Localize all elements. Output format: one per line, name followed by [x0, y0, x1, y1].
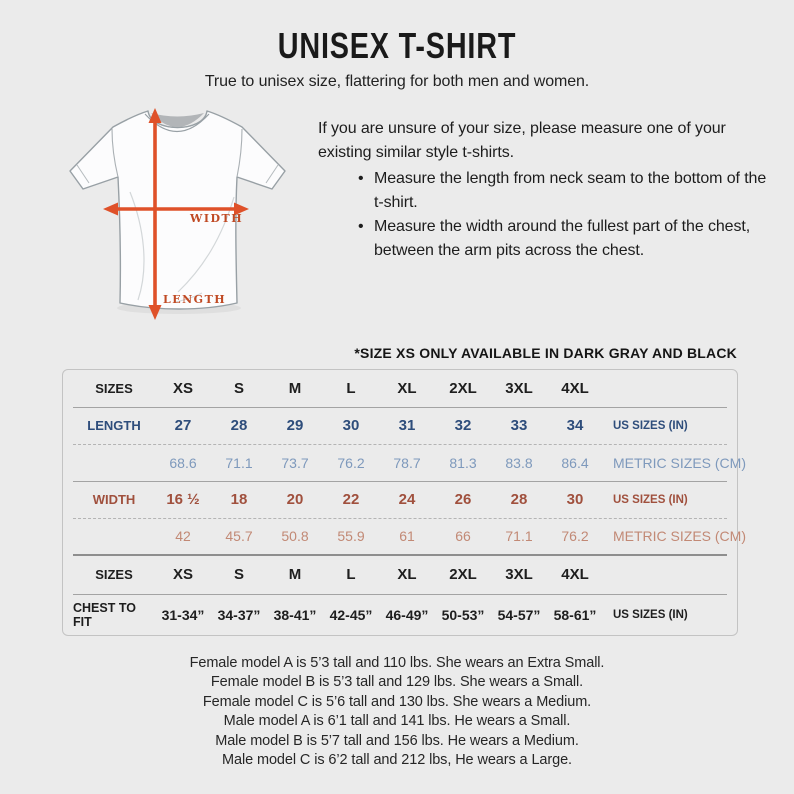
size-table-header-row — [73, 370, 727, 408]
size-cell: XS — [172, 566, 193, 584]
length-in-cell: 30 — [342, 417, 360, 435]
model-reference-list — [0, 654, 794, 771]
measuring-instructions — [318, 117, 770, 339]
size-cell: M — [288, 566, 302, 584]
length-cm-cell: 81.3 — [449, 454, 477, 471]
sizes-header-label: SIZES — [95, 380, 133, 396]
instructions-list — [358, 167, 770, 263]
page-title: UNISEX T-SHIRT — [277, 25, 517, 66]
length-in-cell: 29 — [286, 417, 304, 435]
length-in-cell: 31 — [398, 417, 416, 435]
length-cm-row — [73, 445, 746, 482]
chest-cell: 46-49” — [385, 606, 429, 623]
chest-to-fit-row — [73, 595, 727, 635]
size-cell: L — [346, 379, 356, 397]
chest-cell: 31-34” — [161, 606, 205, 623]
chest-cell: 50-53” — [441, 606, 485, 623]
chest-row-label: CHEST TO FIT — [73, 600, 136, 629]
size-cell: 3XL — [505, 379, 533, 397]
width-in-cell: 24 — [398, 491, 416, 509]
length-in-unit: US SIZES (IN) — [613, 419, 688, 432]
width-in-cell: 20 — [286, 491, 304, 509]
chest-cell: 42-45” — [329, 606, 373, 623]
length-cm-unit: METRIC SIZES (CM) — [613, 454, 746, 471]
width-cm-cell: 71.1 — [505, 528, 533, 545]
length-cm-cell: 71.1 — [225, 454, 253, 471]
fit-table-header-row — [73, 556, 727, 595]
size-cell: M — [288, 379, 302, 397]
length-in-cell: 32 — [454, 417, 472, 435]
model-line: Male model B is 5’7 tall and 156 lbs. He wears a Medium. — [215, 732, 579, 749]
size-cell: XS — [172, 379, 193, 397]
xs-availability-note: *SIZE XS ONLY AVAILABLE IN DARK GRAY AND BLACK — [354, 344, 737, 361]
size-cell: S — [233, 379, 244, 397]
width-in-cell: 18 — [230, 491, 248, 509]
model-line: Female model A is 5’3 tall and 110 lbs. She wears an Extra Small. — [189, 654, 605, 671]
length-in-cell: 34 — [566, 417, 584, 435]
length-cm-cell: 83.8 — [505, 454, 533, 471]
length-in-cell: 28 — [230, 417, 248, 435]
size-cell: L — [346, 566, 356, 584]
tshirt-illustration — [52, 97, 302, 335]
width-arrowhead-left — [103, 202, 118, 215]
length-cm-cell: 86.4 — [561, 454, 589, 471]
width-cm-cell: 50.8 — [281, 528, 309, 545]
width-cm-cell: 55.9 — [337, 528, 365, 545]
sizes-header-label: SIZES — [95, 567, 133, 583]
width-cm-cell: 45.7 — [225, 528, 253, 545]
length-cm-cell: 73.7 — [281, 454, 309, 471]
size-cell: 3XL — [505, 566, 533, 584]
length-row-label: LENGTH — [87, 418, 141, 434]
size-cell: 4XL — [561, 566, 589, 584]
width-in-cell: 22 — [342, 491, 360, 509]
instruction-width: • Measure the width around the fullest part of the chest, between the arm pits across the chest. — [358, 215, 770, 263]
chest-unit: US SIZES (IN) — [613, 608, 688, 621]
size-table — [62, 369, 746, 636]
length-cm-cell: 78.7 — [393, 454, 421, 471]
size-cell: XL — [397, 566, 417, 584]
width-cm-cell: 61 — [399, 528, 415, 545]
length-in-row — [73, 408, 727, 445]
length-in-cell: 33 — [510, 417, 528, 435]
width-in-row — [73, 482, 727, 519]
model-line: Male model C is 6’2 tall and 212 lbs, He wears a Large. — [222, 752, 572, 769]
size-cell: 2XL — [449, 379, 477, 397]
top-section — [0, 97, 794, 339]
model-line: Female model B is 5’3 tall and 129 lbs. She wears a Small. — [210, 674, 584, 691]
model-line: Male model A is 6’1 tall and 141 lbs. He wears a Small. — [223, 713, 571, 730]
width-in-cell: 28 — [510, 491, 528, 509]
length-in-cell: 27 — [174, 417, 192, 435]
width-in-cell: 16 ½ — [166, 491, 200, 509]
width-in-cell: 30 — [566, 491, 584, 509]
size-cell: 4XL — [561, 379, 589, 397]
width-label: WIDTH — [190, 211, 244, 225]
length-label: LENGTH — [163, 292, 227, 306]
instructions-intro: If you are unsure of your size, please measure one of your existing similar style t-shirts. — [318, 119, 726, 161]
tshirt-measurement-diagram — [52, 97, 302, 339]
chest-cell: 34-37” — [217, 606, 261, 623]
width-in-cell: 26 — [454, 491, 472, 509]
width-cm-unit: METRIC SIZES (CM) — [613, 528, 746, 545]
length-cm-cell: 76.2 — [337, 454, 365, 471]
chest-cell: 58-61” — [553, 606, 597, 623]
size-cell: XL — [397, 379, 417, 397]
page-subtitle: True to unisex size, flattering for both men and women. — [204, 72, 590, 90]
width-cm-cell: 76.2 — [561, 528, 589, 545]
instruction-length: • Measure the length from neck seam to the bottom of the t-shirt. — [358, 167, 770, 215]
size-cell: S — [233, 566, 244, 584]
size-cell: 2XL — [449, 566, 477, 584]
chest-cell: 38-41” — [273, 606, 317, 623]
length-cm-cell: 68.6 — [169, 454, 197, 471]
model-line: Female model C is 5’6 tall and 130 lbs. She wears a Medium. — [202, 693, 592, 710]
width-cm-cell: 42 — [175, 528, 191, 545]
width-cm-cell: 66 — [455, 528, 471, 545]
chest-cell: 54-57” — [497, 606, 541, 623]
width-cm-row — [73, 519, 746, 556]
width-row-label: WIDTH — [92, 492, 136, 508]
width-in-unit: US SIZES (IN) — [613, 493, 688, 506]
